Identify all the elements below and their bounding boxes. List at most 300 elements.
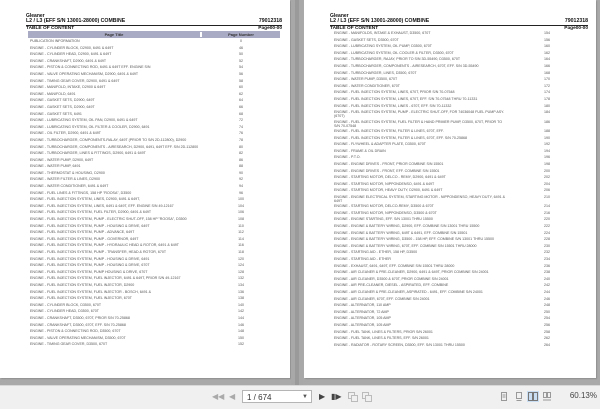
row-page-number: 60 [239,85,243,90]
row-page-number: 190 [544,135,550,140]
row-title: PUBLICATION INFORMATION [30,39,80,43]
table-row [28,302,280,309]
table-row [28,144,280,151]
row-page-number: 216 [544,210,550,215]
row-page-number: 228 [544,237,550,242]
table-row [28,203,280,210]
row-page-number: 110 [238,223,244,228]
row-page-number: 46 [239,45,243,50]
row-page-number: 248 [544,303,550,308]
row-page-number: 140 [238,302,244,307]
table-row [332,37,586,44]
row-title: ENGINE - P.T.O. [334,155,361,160]
row-page-number: 162 [544,50,550,55]
row-title: ENGINE - FUEL INJECTION SYSTEM, FUEL INJECTOR, D2900 [30,282,135,287]
row-title: ENGINE - CYLINDER BLOCK, D3500, 670T [30,302,102,307]
table-row [332,56,586,63]
row-title: ENGINE - FUEL INJECTION SYSTEM, PUMP - TRANSFER, HEAD & ROTOR, 670T [30,250,167,254]
row-page-number: 210 [544,194,550,199]
row-title: ENGINE - ENGINE STARTING, EFF. S/N 13001 THRU 15500 [334,217,433,222]
page-number-input[interactable] [242,390,312,403]
row-page-number: 246 [544,296,550,301]
table-row [332,216,586,223]
table-body [28,38,280,348]
row-title: ENGINE - MANIFOLD, INTAKE, D2900 & 649T [30,85,106,90]
row-title: ENGINE - CYLINDER HEAD, D2900, 6491 & 649T [30,52,112,57]
table-row [28,71,280,78]
row-title: ENGINE - TURBOCHARGER, COMPONENTS - AIRESEARCH, 670T, EFF. S/N 3D-55490 [334,63,479,68]
row-title: ENGINE - ALTERNATOR, 72 AMP [334,309,389,314]
row-page-number: 104 [238,203,244,208]
table-row [28,308,280,315]
row-title: ENGINE - FUEL TANK, LINES & FILTERS, EFF. S/N 26001 [334,336,429,341]
page-reference: Page00-00 [564,25,588,31]
table-row [28,163,280,170]
table-row [28,223,280,230]
table-row [332,210,586,217]
row-title: ENGINE - TURBOCHARGER, LINES, D3500, 670T [334,70,417,75]
row-title: ENGINE - CYLINDER HEAD, D3500, 670T [30,309,99,314]
row-title: ENGINE - LUBRICATING SYSTEM, OIL FILTER & COOLER, D2900, 6491 [30,124,150,129]
table-row [28,104,280,111]
page-number-value: 1 / 674 [247,393,272,402]
table-row [28,51,280,58]
row-page-number: 86 [239,157,243,162]
row-page-number: 204 [544,181,550,186]
row-page-number: 118 [238,250,244,254]
row-title: ENGINE - CYLINDER BLOCK, D2900, 6491 & 649T [30,45,114,50]
table-row [28,64,280,71]
row-page-number: 138 [238,296,244,301]
row-page-number: 180 [544,103,550,108]
table-row [28,183,280,190]
row-title: ENGINE - GASKET SETS, D3500, 670T [334,37,399,42]
row-page-number: 192 [544,142,550,147]
table-row [28,236,280,243]
row-page-number: 50 [239,52,243,57]
row-page-number: 56 [239,71,243,76]
table-row [28,229,280,236]
prev-page-icon[interactable]: ◀ [229,392,236,401]
row-page-number: 178 [544,96,550,101]
table-row [28,45,280,52]
column-header-title: Page Title [28,32,202,37]
document-number: 79012318 [258,18,282,24]
row-page-number: 114 [238,236,244,241]
row-page-number: 74 [239,124,243,129]
row-title: ENGINE - AIR CLEANER & PRE-CLEANER, ASPIRATED - 6491, EFF. COMBINE S/N 24001 [334,290,483,294]
zoom-level[interactable]: 60.13% [569,391,597,400]
table-row [28,322,280,329]
row-page-number: 72 [239,118,243,123]
row-title: ENGINE - ENGINE ELECTRICAL SYSTEM, STARTING MOTOR - NIPPONDENSO, HEAVY DUTY, 6491 & 649T [334,194,506,204]
row-page-number: 244 [544,290,550,294]
next-page-icon[interactable]: ▶ [319,392,326,401]
table-body [332,30,586,348]
table-row [332,289,586,296]
row-title: ENGINE - VALVE OPERATING MECHANISM, D3500, 670T [30,335,126,340]
row-title: ENGINE - ALTERNATOR, 105 AMP [334,316,391,321]
table-row [28,124,280,131]
row-page-number: 230 [544,243,550,248]
row-title: ENGINE - TIMING GEAR COVER, D2900, 6491 & 649T [30,78,120,83]
brand-name: Gleaner [26,13,45,19]
table-row [332,223,586,230]
row-title: ENGINE - RADIATOR - ROTARY SCREEN, D3500, EFF. S/N 13001 THRU 15500 [334,342,465,347]
row-page-number: 164 [544,57,550,62]
table-row [332,70,586,77]
table-row [28,249,280,256]
row-page-number: 232 [544,250,550,255]
table-row [332,96,586,103]
row-title: ENGINE - FUEL LINES & FITTINGS, 158 HP "ROOSA", D3500 [30,190,132,195]
row-title: ENGINE - MANIFOLD, 6491 [30,91,76,96]
row-title: ENGINE - LUBRICATING SYSTEM, OIL PAN, D2900, 6491 & 649T [30,118,138,123]
row-title: ENGINE - FUEL INJECTION SYSTEM, FUEL INJECTOR, 6491 & 649T, PRIOR S/N 49-12167 [30,276,181,281]
copy-page-icon[interactable] [348,392,358,402]
row-title: ENGINE - WATER FILTER & LINES, D2900 [30,177,101,182]
row-title: ENGINE - ENGINE & BATTERY WIRING, 649T & 6491, EFF. COMBINE S/N 15501 [334,230,468,235]
table-row [332,89,586,96]
row-page-number: 222 [544,224,550,229]
row-page-number: 194 [544,148,550,153]
table-row [28,262,280,269]
row-page-number: 94 [239,184,243,189]
table-row [28,157,280,164]
table-row [332,322,586,329]
row-page-number: 170 [544,77,550,82]
row-page-number: 68 [239,111,243,116]
two-page-view-icon[interactable] [527,391,539,402]
row-title: ENGINE - WATER CONDITIONER, 6491 & 649T [30,184,109,189]
row-title: ENGINE - CRANKSHAFT, D2900, 6491 & 649T [30,58,107,63]
row-page-number: 196 [544,155,550,160]
table-row [332,83,586,90]
table-row [332,181,586,188]
navigation-toolbar [0,385,600,409]
table-row [28,341,280,348]
row-title: ENGINE - FUEL INJECTION SYSTEM, PUMP - HOUSING & DRIVE, 670T [30,263,150,268]
row-page-number: 136 [238,289,244,294]
row-page-number: 214 [544,204,550,209]
row-title: ENGINE - FUEL INJECTION SYSTEM, PUMP - HOUSING & DRIVE, 649T [30,223,150,228]
table-row [332,302,586,309]
row-page-number: 206 [544,188,550,193]
row-title: ENGINE - PISTON & CONNECTING ROD, D3500, 670T [30,329,121,334]
row-page-number: 54 [239,65,243,70]
table-row [332,30,586,37]
row-page-number: 58 [239,78,243,83]
row-title: ENGINE - MANIFOLDS, INTAKE & EXHAUST, D3500, 670T [334,31,431,35]
row-page-number: 52 [239,58,243,63]
row-title: ENGINE - TURBOCHARGER, COMPONENTS - AIRESEARCH, D2900, 6491, 649T EFF. S/N 2D-112800 [30,144,199,149]
table-row [332,141,586,148]
row-title: ENGINE - STARTING MOTOR, NIPPONDENSO, D3500 & 670T [334,210,437,215]
table-row [332,161,586,168]
row-title: ENGINE - TIMING GEAR COVER, D3500, 670T [30,342,108,347]
table-row [332,296,586,303]
row-page-number: 254 [544,316,550,321]
table-row [28,275,280,282]
row-page-number: 156 [544,37,550,42]
page-header [330,14,588,31]
table-row [332,256,586,263]
row-title: ENGINE - THERMOSTAT & HOUSING, D2900 [30,170,105,175]
row-title: ENGINE - ALTERNATOR, 110 AMP [334,303,391,308]
row-title: ENGINE - FUEL INJECTION SYSTEM, PUMP - ELECTRIC SHUT-OFF, FOR 74036048 FUEL PUMP ASY. (670T) [334,110,505,119]
row-title: ENGINE - FUEL INJECTION SYSTEM, PUMP - HOUSING & DRIVE, 6491 [30,256,150,261]
row-title: ENGINE - FUEL TANK, LINES & FILTERS, PRIOR S/N 26001 [334,329,433,334]
table-row [28,282,280,289]
table-row [28,130,280,137]
row-title: ENGINE - STARTING MOTOR, NIPPONDENSO, 6491 & 649T [334,181,435,186]
row-title: ENGINE - FUEL INJECTION SYSTEM, PUMP - HYDRAULIC HEAD & ROTOR, 6491 & 649T [30,243,179,248]
row-page-number: 234 [544,257,550,262]
page-left [0,0,290,378]
table-row [28,196,280,203]
row-page-number: 62 [239,91,243,96]
row-page-number: 198 [544,161,550,166]
document-subtitle: TABLE OF CONTENT [26,25,75,31]
row-page-number: 154 [544,31,550,35]
table-header [28,31,280,38]
row-title: ENGINE - WATER CONDITIONER, 670T [334,83,400,88]
page-header [26,14,282,31]
page-right [304,0,596,378]
row-title: ENGINE - FUEL INJECTION SYSTEM, LINES, 670T, EFF. S/N 70-07548 THRU 70-11331 [334,96,478,101]
row-page-number: 90 [239,170,243,175]
toc-table-right [332,30,586,348]
row-page-number: 96 [239,190,243,195]
page-divider [291,0,303,385]
page-reference: Page00-00 [258,25,282,31]
row-title: ENGINE - WATER PUMP, D2900, 649T [30,157,94,162]
table-row [332,282,586,289]
table-row [28,97,280,104]
row-page-number: 134 [238,282,244,287]
row-title: ENGINE - STARTING MOTOR, DELCO - REMY, D2900, 6491 & 649T [334,175,446,180]
row-title: ENGINE - TURBOCHARGER, RAJAY, PRIOR TO S/N 3D-55490, D3500, 670T [334,57,461,62]
table-row [332,194,586,203]
row-title: ENGINE - FRAME & OIL DRAIN [334,148,386,153]
row-title: ENGINE - ENGINE & BATTERY WIRING, D2900, EFF. COMBINE S/N 13001 THRU 15500 [334,224,480,229]
table-row [28,176,280,183]
table-row [332,109,586,118]
table-row [28,335,280,342]
row-page-number: 186 [544,119,550,124]
table-row [332,203,586,210]
row-title: ENGINE - ALTERNATOR, 105 AMP [334,322,391,327]
chevron-down-icon[interactable]: ▼ [302,394,308,400]
table-row [332,263,586,270]
continuous-view-icon[interactable] [514,391,524,402]
row-title: ENGINE - CRANKSHAFT, D3500, 670T, EFF. S/N 70-25868 [30,322,126,327]
row-page-number: 240 [544,276,550,281]
row-title: ENGINE - TURBOCHARGER, COMPONENTS-RALAY, 649T (PRIOR TO S/N 2D-112800), D2900 [30,137,187,142]
row-title: ENGINE - CRANKSHAFT, D3500, 670T, PRIOR S/N 70-25868 [30,315,130,320]
first-page-icon[interactable]: ◀◀ [212,392,225,401]
table-row [28,216,280,223]
row-page-number: 238 [544,270,550,275]
row-page-number: 220 [544,217,550,222]
row-page-number: 66 [239,104,243,109]
single-page-view-icon[interactable] [499,391,509,402]
row-title: ENGINE - GASKET SETS, 6491 [30,111,82,116]
row-page-number: 88 [239,164,243,169]
row-title: ENGINE - ENGINE DRIVES - FRONT, EFF. COMBINE S/N 15501 [334,168,440,173]
row-page-number: 132 [238,276,244,281]
row-title: ENGINE - FUEL INJECTION SYSTEM, PUMP - GOVERNOR, 649T [30,236,139,241]
row-page-number: 112 [238,230,244,235]
row-title: ENGINE - AIR PRE-CLEANER, DIESEL - ASPIRATED, EFF. COMBINE [334,283,449,288]
table-row [28,84,280,91]
row-page-number: 106 [238,210,244,215]
document-title: L2 / L3 (EFF S/N 13001-28000) COMBINE [26,18,126,24]
row-page-number: 258 [544,329,550,334]
table-row [332,128,586,135]
table-row [28,289,280,296]
table-row [28,78,280,85]
table-row [28,269,280,276]
row-page-number: 174 [544,90,550,95]
row-title: ENGINE - FUEL INJECTION SYSTEM, FUEL FILTER & HAND PRIMER PUMP, D3500, 670T, PRIOR TO S/N 70-07548 [334,119,503,128]
row-title: ENGINE - FUEL INJECTION SYSTEM, FILTER & LINES, 670T, EFF. S/N 70-25868 [334,135,468,140]
row-page-number: 148 [238,329,244,334]
row-page-number: 78 [239,137,243,142]
row-page-number: 64 [239,98,243,103]
row-title: ENGINE - FLYWHEEL & ADAPTER PLATE, D3500, 670T [334,142,427,147]
row-title: ENGINE - AIR CLEANER & PRE-CLEANER, D2900, 6491 & 649T, PRIOR COMBINE S/N 24001 [334,270,489,275]
row-title: ENGINE - GASKET SETS, D2900, 649T [30,104,95,109]
table-row [332,309,586,316]
table-row [332,230,586,237]
row-title: ENGINE - EXHAUST, 6491, 649T, EFF. COMBINE S/N 15501 THRU 28000 [334,263,455,268]
row-title: ENGINE - AIR CLEANER, 670T, EFF. COMBINE S/N 24001 [334,296,430,301]
table-row [332,148,586,155]
row-page-number: 76 [239,131,243,136]
row-page-number: 82 [239,151,243,156]
table-row [332,50,586,57]
document-subtitle: TABLE OF CONTENT [330,25,379,31]
row-title: ENGINE - FUEL INJECTION SYSTEM, FILTER & LINES, 670T, EFF. [334,128,444,133]
row-title: ENGINE - FUEL INJECTION SYSTEM, PUMP - ELECTRIC SHUT-OFF, 158 HP "ROOSA", D3500 [30,217,187,222]
row-title: ENGINE - STARTING MOTOR, HEAVY DUTY, D2900, 6491 & 649T [334,188,443,193]
table-row [28,111,280,118]
row-title: ENGINE - AIR CLEANER, D3500 & 670T, PRIOR COMBINE S/N 24001 [334,276,449,281]
row-title: ENGINE - VALVE OPERATING MECHANISM, D2900, 6491 & 649T [30,71,139,76]
table-row [28,190,280,197]
row-title: ENGINE - WATER PUMP, 6491 [30,164,81,169]
table-row [332,342,586,349]
row-page-number: 100 [238,197,244,202]
row-page-number: 224 [544,230,550,235]
row-page-number: 150 [238,335,244,340]
row-page-number: 116 [238,243,244,248]
row-page-number: 202 [544,175,550,180]
row-title: ENGINE - STARTING MOTOR, DELCO-REMY, D3500 & 670T [334,204,434,209]
row-title: ENGINE - OIL FILTER, D2900, 6491 & 649T [30,131,101,136]
row-title: ENGINE - FUEL INJECTION SYSTEM, LINES, D2900, 6491 & 649T, [30,197,140,202]
two-page-continuous-icon[interactable] [542,391,552,402]
table-row [332,243,586,250]
row-title: ENGINE - ENGINE & BATTERY WIRING, D3500 - 158 HP, EFF. COMBINE S/N 13001 THRU 15500 [334,237,495,242]
toc-table-left [28,31,280,348]
row-title: ENGINE - PISTON & CONNECTING ROD, 6491 & 649T EFF. ENGINE S/N [30,65,151,70]
table-row [332,119,586,128]
row-page-number: 236 [544,263,550,268]
row-title: ENGINE - FUEL INJECTION SYSTEM, FUEL INJECTOR, 670T [30,296,132,301]
row-title: ENGINE - FUEL INJECTION SYSTEM, LINES - 670T, EFF. S/N 70-11332 [334,103,452,108]
table-row [28,242,280,249]
row-page-number: 108 [238,217,244,222]
row-page-number: 160 [544,44,550,49]
table-row [28,91,280,98]
row-page-number: 120 [238,256,244,261]
row-page-number: 168 [544,70,550,75]
row-page-number: 144 [238,315,244,320]
row-page-number: 250 [544,309,550,314]
table-row [28,150,280,157]
table-row [332,269,586,276]
table-row [28,328,280,335]
row-page-number: 80 [239,144,243,149]
row-title: ENGINE - STARTING AID - ETHER [334,257,391,262]
table-row [28,38,280,45]
row-title: ENGINE - LUBRICATING SYSTEM, OIL PUMP, D3500, 670T [334,44,432,49]
row-page-number: 0 [240,39,242,43]
row-page-number: 92 [239,177,243,182]
row-page-number: 146 [238,322,244,327]
table-row [332,154,586,161]
row-title: ENGINE - WATER PUMP, D3500, 670T [334,77,398,82]
row-title: ENGINE - GASKET SETS, D2900, 649T [30,98,95,103]
paste-page-icon[interactable] [362,392,372,402]
table-row [332,315,586,322]
column-header-page: Page Number [228,32,254,37]
row-title: ENGINE - FUEL INJECTION SYSTEM, LINES, 670T, PRIOR S/N 70-07548 [334,90,455,95]
table-row [28,209,280,216]
last-page-icon[interactable]: ▮▶ [331,392,342,401]
table-row [332,276,586,283]
table-row [332,236,586,243]
table-row [332,76,586,83]
row-title: ENGINE - STARTING AID - ETHER, 158 HP, D3500 [334,250,418,255]
row-title: ENGINE - ENGINE & BATTERY WIRING, 670T, EFF. COMBINE S/N 15501 THRU 28000 [334,243,477,248]
table-row [332,187,586,194]
row-title: ENGINE - TURBOCHARGER, LINES & FITTINGS, D2900, 6491 & 649T [30,151,146,156]
row-page-number: 166 [544,63,550,68]
table-row [28,117,280,124]
row-title: ENGINE - FUEL INJECTION SYSTEM, FUEL INJECTOR - BOSCH, 6491 & [30,289,152,294]
row-page-number: 188 [544,128,550,133]
row-page-number: 262 [544,336,550,341]
table-row [332,135,586,142]
row-page-number: 152 [238,342,244,347]
row-title: ENGINE - FUEL INJECTION SYSTEM, LINES, 6491 & 649T, EFF. ENGINE S/N 49-12167 [30,203,174,208]
row-page-number: 172 [544,83,550,88]
table-row [332,174,586,181]
table-row [28,295,280,302]
table-row [28,137,280,144]
document-number: 79012318 [564,18,588,24]
brand-name: Gleaner [330,13,349,19]
table-row [332,168,586,175]
row-title: ENGINE - ENGINE DRIVES - FRONT, PRIOR COMBINE S/N 15501 [334,161,444,166]
table-row [332,43,586,50]
row-page-number: 124 [238,263,244,268]
row-page-number: 142 [238,309,244,314]
row-title: ENGINE - FUEL INJECTION SYSTEM, FUEL FILTER, D2900, 6491 & 649T [30,210,152,215]
